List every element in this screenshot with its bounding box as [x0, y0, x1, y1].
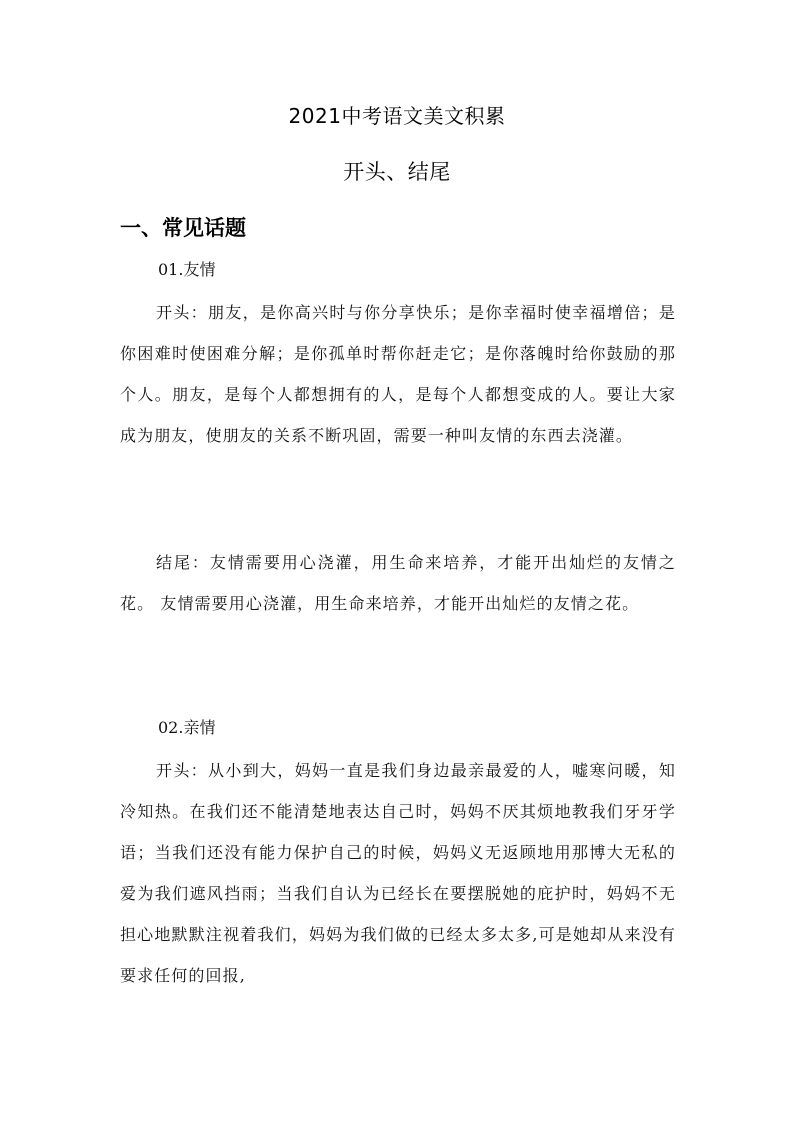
topic-label-family-love: 02.亲情 — [158, 718, 216, 737]
section-heading: 一、常见话题 — [120, 216, 246, 240]
document-subtitle: 开头、结尾 — [343, 160, 451, 184]
friendship-opening-paragraph: 开头：朋友，是你高兴时与你分享快乐；是你幸福时使幸福增倍；是你困难时使困难分解；是你孤单时帮你赶走它；是你落魄时给你鼓励的那个人。朋友，是每个人都想拥有的人，是每个人都想变成的人。要让大家成为朋友，使朋友的关系不断巩固，需要一种叫友情的东西去浇灌。 — [120, 303, 676, 445]
document-title: 2021中考语文美文积累 — [288, 104, 506, 128]
family-love-opening-paragraph: 开头：从小到大，妈妈一直是我们身边最亲最爱的人，嘘寒问暖，知冷知热。在我们还不能清楚地表达自己时，妈妈不厌其烦地教我们牙牙学语；当我们还没有能力保护自己的时候，妈妈义无返顾地用那博大无私的爱为我们遮风挡雨；当我们自认为已经长在要摆脱她的庇护时，妈妈不无担心地默默注视着我们，妈妈为我们做的已经太多太多,可是她却从来没有要求任何的回报, — [120, 761, 676, 985]
friendship-ending-paragraph: 结尾：友情需要用心浇灌，用生命来培养，才能开出灿烂的友情之花。 友情需要用心浇灌，用生命来培养，才能开出灿烂的友情之花。 — [120, 553, 676, 613]
topic-label-friendship: 01.友情 — [158, 260, 216, 279]
